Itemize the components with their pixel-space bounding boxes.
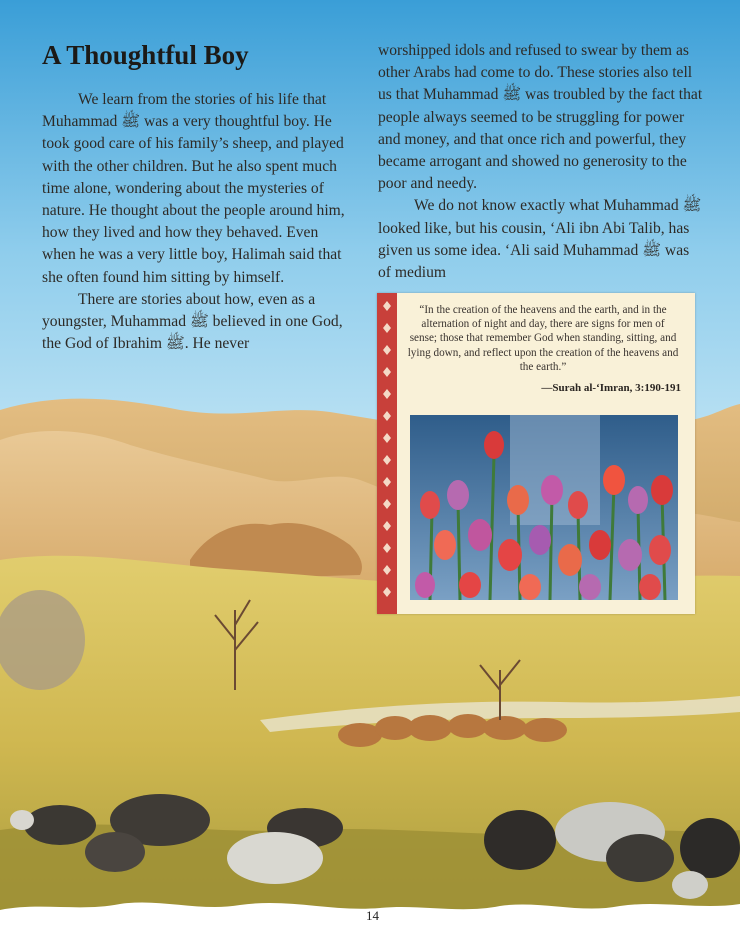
heart-pattern-icon — [377, 293, 397, 614]
left-text-column — [42, 89, 348, 355]
right-text-column — [378, 40, 704, 284]
page-title: A Thoughtful Boy — [42, 40, 249, 70]
paragraph: There are stories about how, even as a youngster, Muhammad ﷺ believed in one God, the God of Ibrahim ﷺ. He never — [42, 290, 343, 353]
quote-sidebar — [377, 293, 695, 614]
quote-source: —Surah al-‘Imran, 3:190-191 — [541, 382, 681, 394]
page-number: 14 — [366, 908, 379, 923]
paragraph: We learn from the stories of his life that Muhammad ﷺ was a very thoughtful boy. He took good care of his family’s sheep, and played with the other children. But he also spent much time alone, wondering about the mysteries of nature. He thought about the people around him, how they lived and how they behaved. Even when he was a very little boy, Halimah said that she often found him sitting by himself. — [42, 91, 345, 286]
quote-text: “In the creation of the heavens and the earth, and in the alternation of night and day, there are signs for men of sense; those that remember God when standing, sitting, and lying down, and reflect upon the creation of the heavens and the earth.” — [407, 304, 679, 373]
tulip-photo — [410, 415, 678, 600]
paragraph: worshipped idols and refused to swear by them as other Arabs had come to do. These stories also tell us that Muhammad ﷺ was troubled by the fact that people always seemed to be struggling for power and money, and that once rich and powerful, they became arrogant and showed no generosity to the poor and needy. — [378, 42, 703, 193]
decorative-border — [377, 293, 397, 614]
paragraph: We do not know exactly what Muhammad ﷺ looked like, but his cousin, ‘Ali ibn Abi Talib, has given us some idea. ‘Ali said Muhammad ﷺ was of medium — [378, 197, 702, 282]
